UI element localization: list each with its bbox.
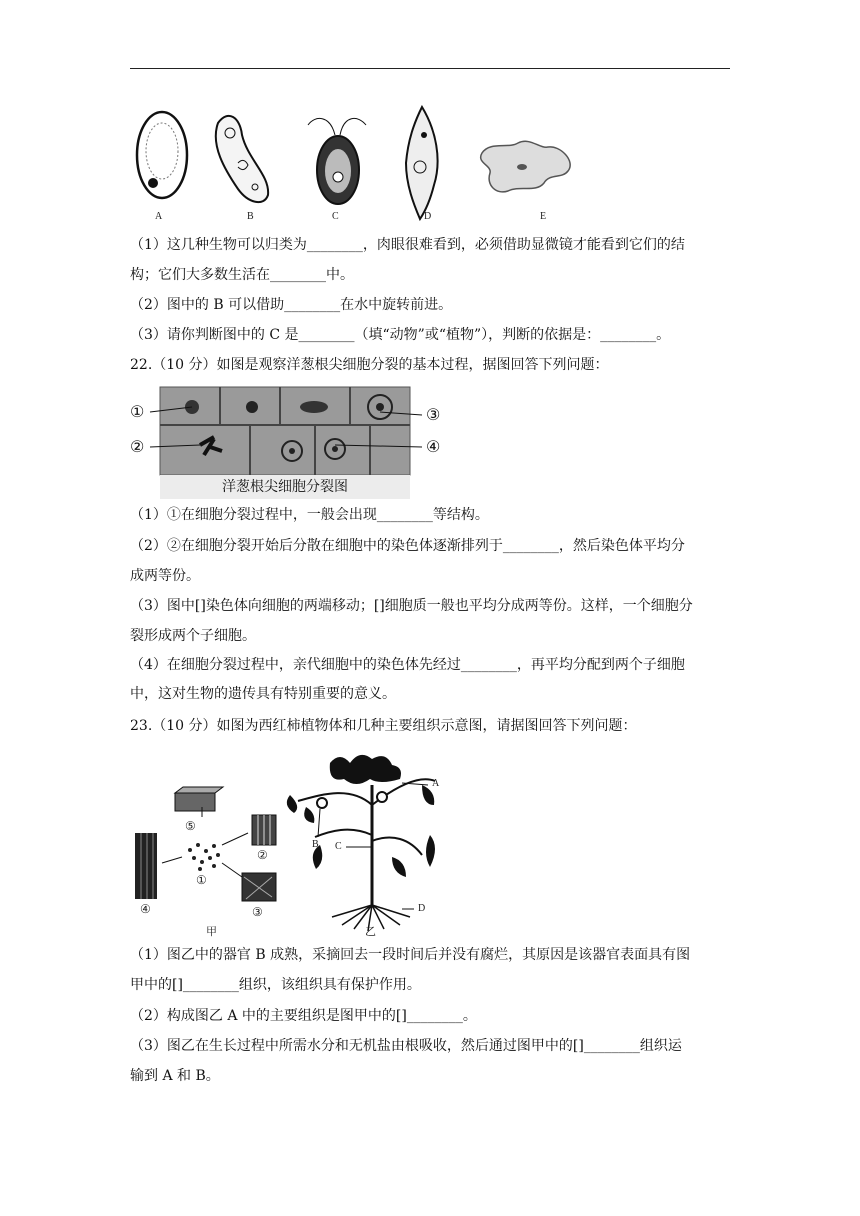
q22-line-3: 成两等份。 bbox=[130, 568, 200, 584]
tissue-marker-2: ② bbox=[257, 848, 268, 862]
q23-line-2: 甲中的[]________组织，该组织具有保护作用。 bbox=[130, 977, 421, 993]
q21-line-4: （3）请你判断图中的 C 是________（填“动物”或“植物”），判断的依据是：________。 bbox=[130, 327, 671, 343]
label-c: C bbox=[332, 211, 339, 222]
q22-line-6: （4）在细胞分裂过程中，亲代细胞中的染色体先经过________，再平均分配到两个子细胞 bbox=[130, 657, 685, 673]
tissue-marker-3: ③ bbox=[252, 905, 263, 919]
microorganism-drawings bbox=[130, 105, 590, 225]
q21-line-3: （2）图中的 B 可以借助________在水中旋转前进。 bbox=[130, 297, 453, 313]
marker-1: ① bbox=[130, 402, 145, 421]
q22-line-7: 中，这对生物的遗传具有特别重要的意义。 bbox=[130, 686, 396, 702]
plant-label-d: D bbox=[418, 903, 426, 914]
tissue-marker-5: ⑤ bbox=[185, 819, 196, 833]
marker-4: ④ bbox=[426, 437, 441, 456]
q22-title: 22.（10 分）如图是观察洋葱根尖细胞分裂的基本过程，据图回答下列问题： bbox=[130, 357, 609, 373]
plant-label-b: B bbox=[312, 839, 319, 850]
onion-root-tip-figure bbox=[130, 385, 445, 500]
tissue-marker-1: ① bbox=[196, 873, 207, 887]
plant-label-c: C bbox=[335, 841, 342, 852]
label-d: D bbox=[424, 211, 432, 222]
q22-line-4: （3）图中[]染色体向细胞的两端移动；[]细胞质一般也平均分成两等份。这样，一个细胞分 bbox=[130, 598, 693, 614]
q23-line-4: （3）图乙在生长过程中所需水分和无机盐由根吸收，然后通过图甲中的[]________组织运 bbox=[130, 1038, 682, 1054]
figure-caption: 洋葱根尖细胞分裂图 bbox=[160, 475, 410, 499]
q23-line-3: （2）构成图乙 A 中的主要组织是图甲中的[]________。 bbox=[130, 1008, 477, 1024]
label-a: A bbox=[155, 211, 163, 222]
tissue-marker-4: ④ bbox=[140, 902, 151, 916]
q23-title: 23.（10 分）如图为西红柿植物体和几种主要组织示意图，请据图回答下列问题： bbox=[130, 718, 637, 734]
marker-3: ③ bbox=[426, 405, 441, 424]
q22-line-1: （1）①在细胞分裂过程中，一般会出现________等结构。 bbox=[130, 507, 489, 523]
marker-2: ② bbox=[130, 437, 145, 456]
label-e: E bbox=[540, 211, 547, 222]
q23-line-5: 输到 A 和 B。 bbox=[130, 1068, 220, 1084]
label-b: B bbox=[247, 211, 254, 222]
q23-line-1: （1）图乙中的器官 B 成熟，采摘回去一段时间后并没有腐烂，其原因是该器官表面具有图 bbox=[130, 947, 691, 963]
header-rule bbox=[130, 68, 730, 69]
q21-line-2: 构；它们大多数生活在________中。 bbox=[130, 267, 354, 283]
tomato-drawings bbox=[130, 745, 460, 935]
panel-jia-label: 甲 bbox=[206, 926, 217, 938]
q21-line-1: （1）这几种生物可以归类为________，肉眼很难看到，必须借助显微镜才能看到它们的结 bbox=[130, 237, 685, 253]
panel-yi-label: 乙 bbox=[365, 926, 376, 938]
q22-line-2: （2）②在细胞分裂开始后分散在细胞中的染色体逐渐排列于________，然后染色体平均分 bbox=[130, 538, 685, 554]
tomato-figure bbox=[130, 745, 460, 938]
microorganism-figure bbox=[130, 105, 590, 225]
q22-line-5: 裂形成两个子细胞。 bbox=[130, 628, 256, 644]
plant-label-a: A bbox=[432, 778, 440, 789]
